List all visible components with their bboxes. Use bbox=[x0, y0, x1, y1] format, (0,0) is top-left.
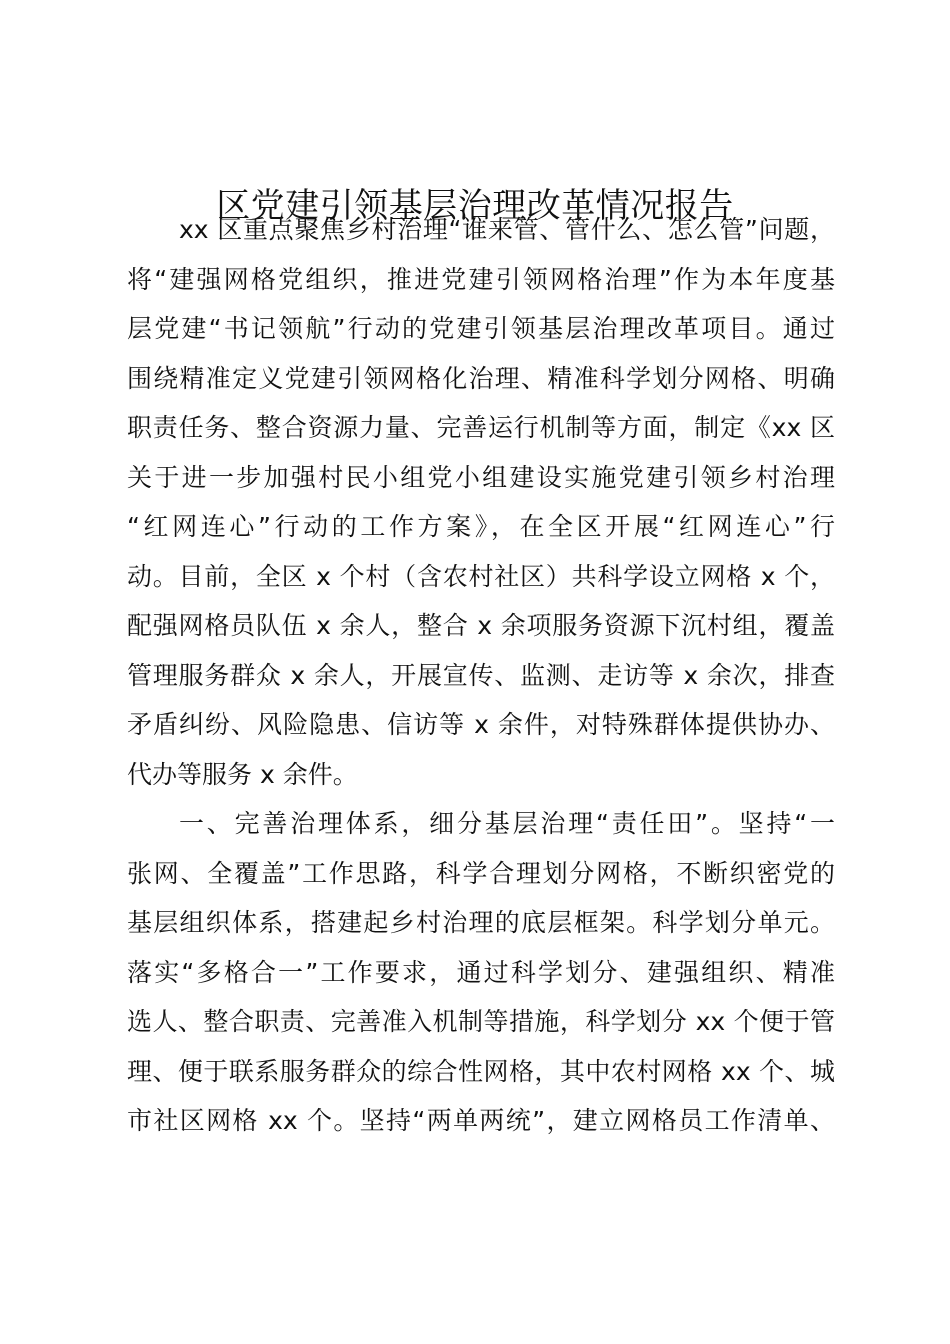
paragraph-line: 市社区网格 xx 个。坚持“两单两统”，建立网格员工作清单、 bbox=[127, 1106, 835, 1135]
paragraph-line: 落实“多格合一”工作要求，通过科学划分、建强组织、精准 bbox=[127, 957, 835, 987]
paragraph-line: 理、便于联系服务群众的综合性网格，其中农村网格 xx 个、城 bbox=[127, 1056, 835, 1086]
paragraph-line: 将“建强网格党组织，推进党建引领网格治理”作为本年度基 bbox=[127, 264, 835, 294]
paragraph-line: xx 区重点聚焦乡村治理“谁来管、管什么、怎么管”问题， bbox=[179, 215, 835, 244]
paragraph-line: 一、完善治理体系，细分基层治理“责任田”。坚持“一 bbox=[179, 809, 835, 838]
paragraph-line: 张网、全覆盖”工作思路，科学合理划分网格，不断织密党的 bbox=[127, 858, 835, 888]
paragraph-line: 配强网格员队伍 x 余人，整合 x 余项服务资源下沉村组，覆盖 bbox=[127, 611, 835, 640]
paragraph-line: 职责任务、整合资源力量、完善运行机制等方面，制定《xx 区 bbox=[127, 413, 835, 442]
paragraph-line: 管理服务群众 x 余人，开展宣传、监测、走访等 x 余次，排查 bbox=[127, 660, 835, 690]
paragraph-line: 选人、整合职责、完善准入机制等措施，科学划分 xx 个便于管 bbox=[127, 1007, 835, 1036]
paragraph-line: 基层组织体系，搭建起乡村治理的底层框架。科学划分单元。 bbox=[127, 908, 835, 937]
paragraph-line: 关于进一步加强村民小组党小组建设实施党建引领乡村治理 bbox=[127, 462, 835, 492]
paragraph-line: 动。目前，全区 x 个村（含农村社区）共科学设立网格 x 个， bbox=[127, 561, 835, 591]
paragraph-line: 层党建“书记领航”行动的党建引领基层治理改革项目。通过 bbox=[127, 314, 835, 343]
paragraph-line: 代办等服务 x 余件。 bbox=[127, 759, 358, 789]
document-body bbox=[127, 205, 835, 1146]
paragraph-1 bbox=[127, 205, 835, 799]
paragraph-line: 围绕精准定义党建引领网格化治理、精准科学划分网格、明确 bbox=[127, 363, 835, 393]
paragraph-line: 矛盾纠纷、风险隐患、信访等 x 余件，对特殊群体提供协办、 bbox=[127, 710, 835, 739]
document-title: 区党建引领基层治理改革情况报告 bbox=[216, 186, 734, 226]
paragraph-2 bbox=[127, 799, 835, 1146]
paragraph-line: “红网连心”行动的工作方案》，在全区开展“红网连心”行 bbox=[127, 512, 835, 541]
